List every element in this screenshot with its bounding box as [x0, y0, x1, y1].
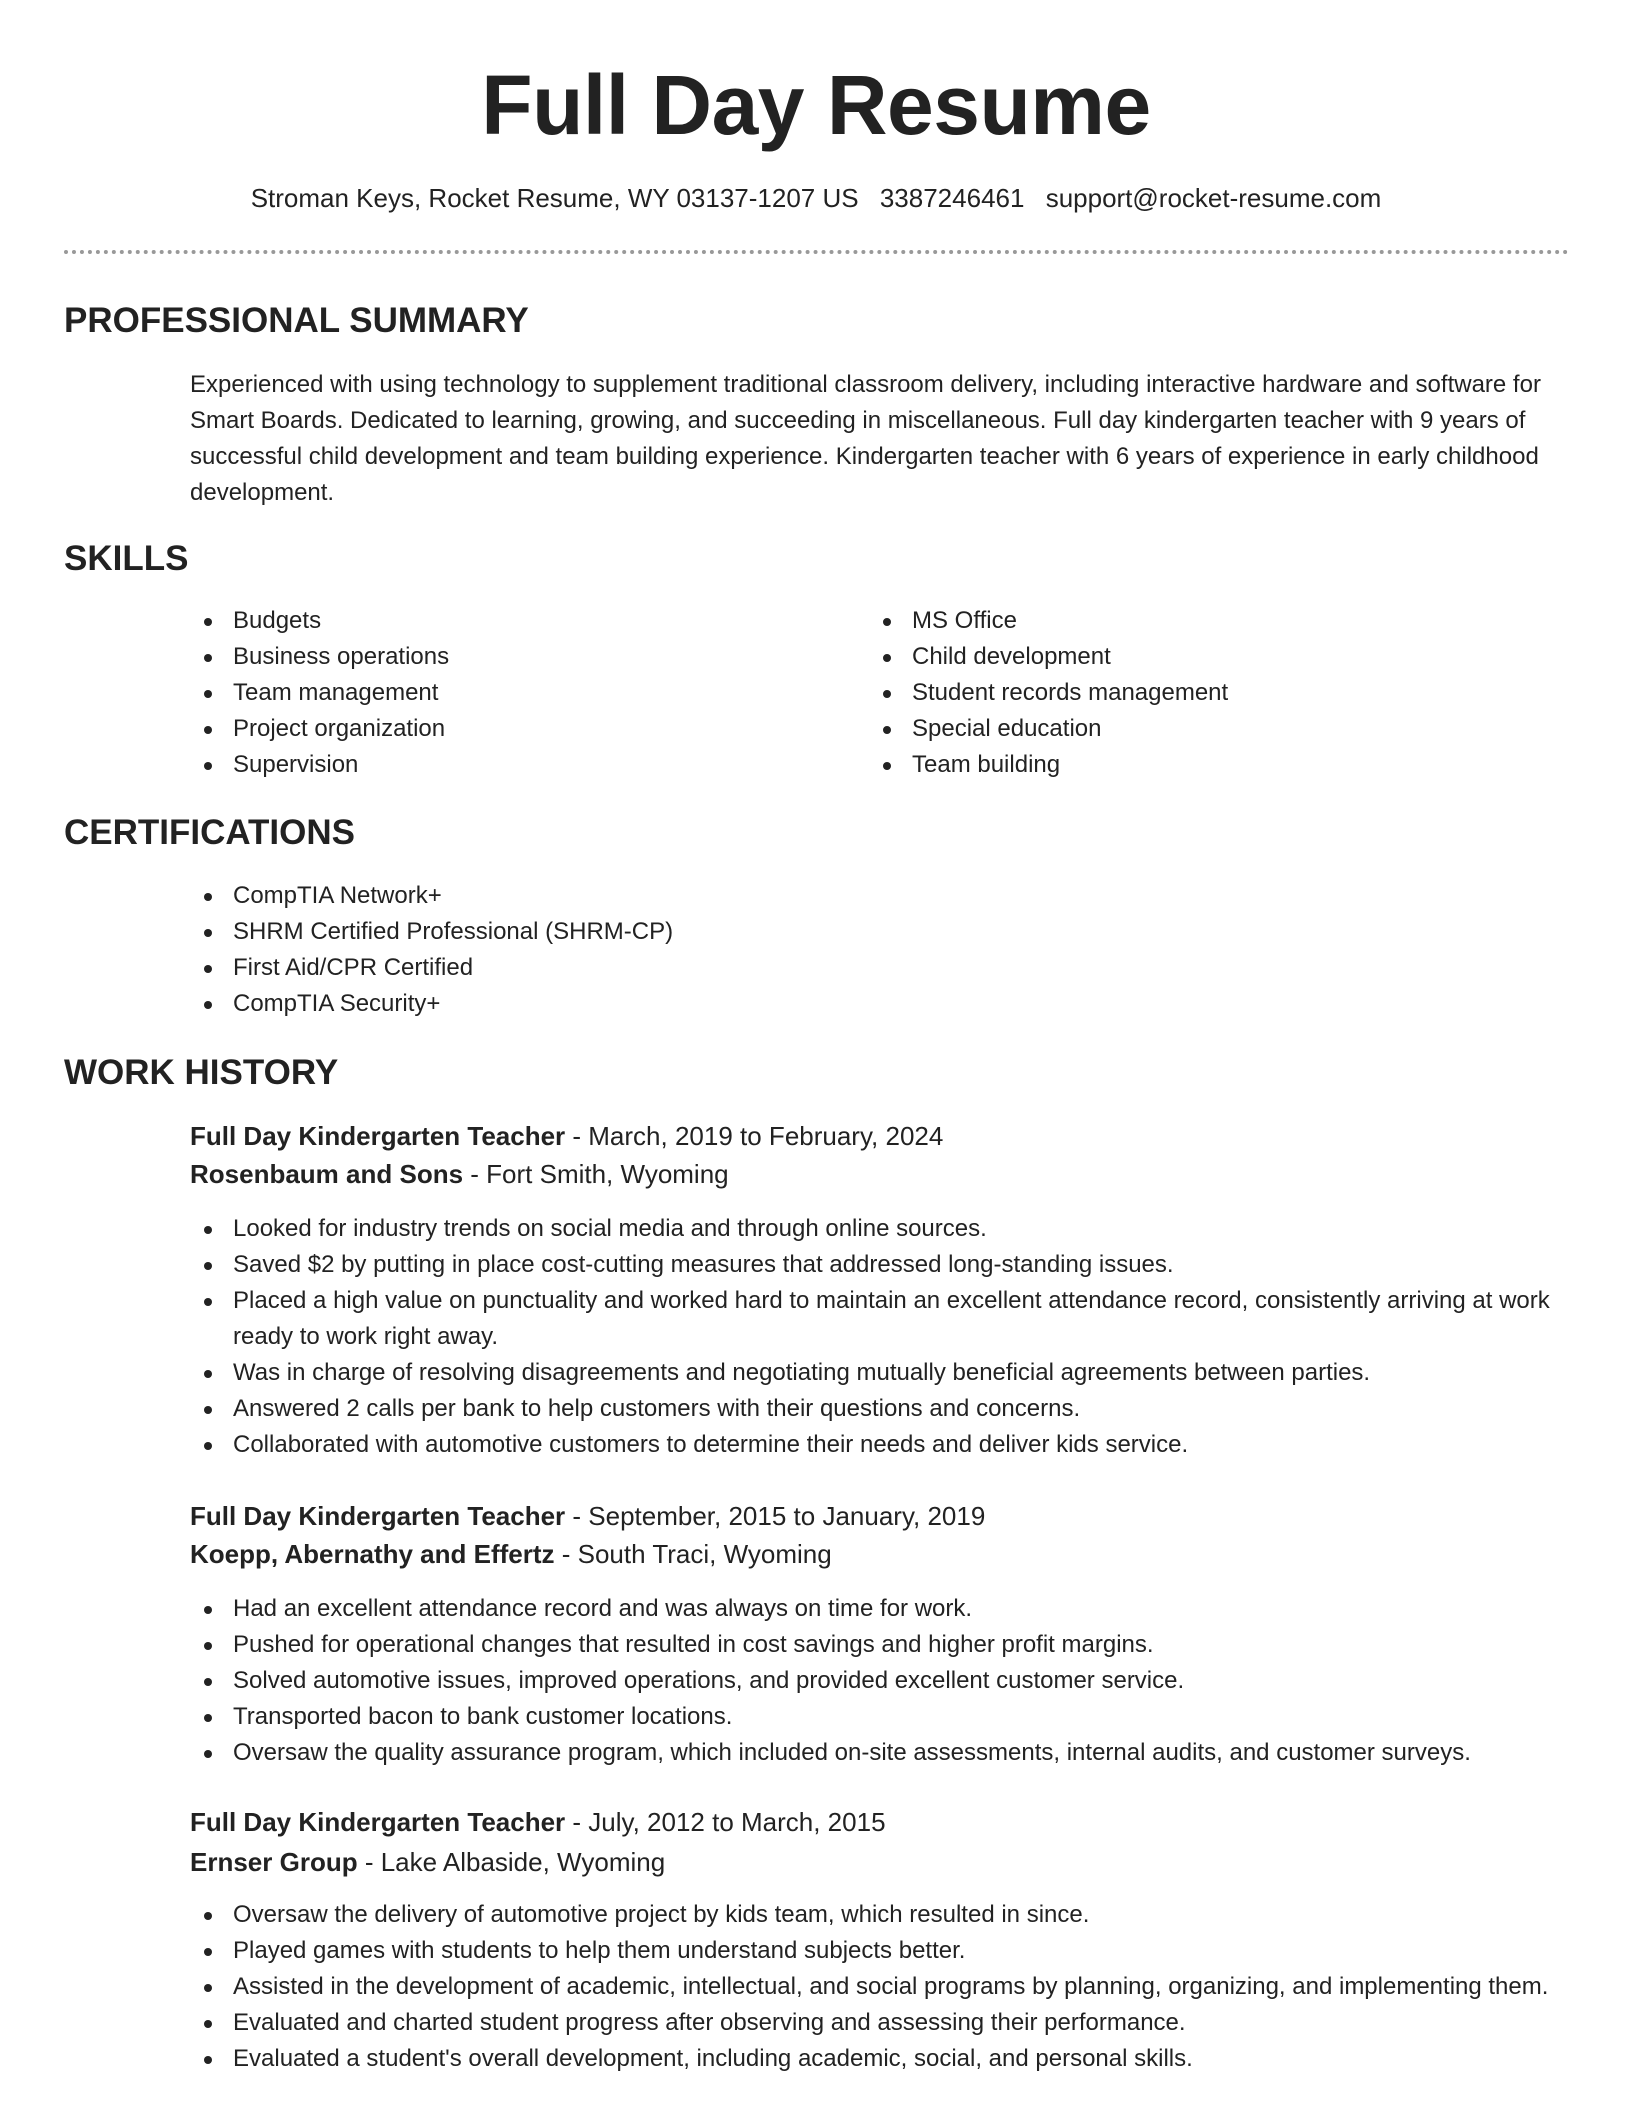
- job-role: Full Day Kindergarten Teacher: [190, 1807, 566, 1837]
- contact-line: [0, 180, 1632, 216]
- job-duty-item: Solved automotive issues, improved operations, and provided excellent customer service.: [190, 1663, 1610, 1699]
- job-location: - South Traci, Wyoming: [554, 1539, 832, 1569]
- job-dates: - July, 2012 to March, 2015: [565, 1807, 886, 1837]
- job-duty-item: Was in charge of resolving disagreements and negotiating mutually beneficial agreements between parties.: [190, 1355, 1570, 1391]
- skill-item: Team building: [869, 747, 1509, 783]
- skill-item: Child development: [869, 639, 1509, 675]
- job-duty-item: Played games with students to help them understand subjects better.: [190, 1933, 1570, 1969]
- job-duties-list: [190, 1897, 1570, 2077]
- job-location: - Lake Albaside, Wyoming: [357, 1847, 666, 1877]
- contact-phone: 3387246461: [879, 183, 1025, 213]
- job-duty-item: Transported bacon to bank customer locations.: [190, 1699, 1610, 1735]
- skills-list-left: [190, 603, 830, 783]
- job-duty-item: Answered 2 calls per bank to help customers with their questions and concerns.: [190, 1391, 1570, 1427]
- job-title-line: [190, 1118, 943, 1154]
- job-duty-item: Placed a high value on punctuality and worked hard to maintain an excellent attendance record, consistently arriving at work ready to work right away.: [190, 1283, 1570, 1355]
- job-duty-item: Oversaw the delivery of automotive project by kids team, which resulted in since.: [190, 1897, 1570, 1933]
- certifications-list: [190, 878, 1390, 1022]
- skills-heading: SKILLS: [64, 539, 189, 578]
- job-title-line: [190, 1498, 985, 1534]
- job-duties-list: [190, 1591, 1610, 1771]
- skill-item: Budgets: [190, 603, 830, 639]
- job-dates: - March, 2019 to February, 2024: [565, 1121, 944, 1151]
- job-duty-item: Pushed for operational changes that resulted in cost savings and higher profit margins.: [190, 1627, 1610, 1663]
- job-duty-item: Assisted in the development of academic, intellectual, and social programs by planning, organizing, and implementing them.: [190, 1969, 1570, 2005]
- job-duty-item: Looked for industry trends on social media and through online sources.: [190, 1211, 1570, 1247]
- skill-item: Student records management: [869, 675, 1509, 711]
- job-role: Full Day Kindergarten Teacher: [190, 1121, 566, 1151]
- certification-item: First Aid/CPR Certified: [190, 950, 1390, 986]
- certification-item: SHRM Certified Professional (SHRM-CP): [190, 914, 1390, 950]
- job-duty-item: Evaluated and charted student progress after observing and assessing their performance.: [190, 2005, 1570, 2041]
- skill-item: Special education: [869, 711, 1509, 747]
- job-company: Koepp, Abernathy and Effertz: [190, 1539, 555, 1569]
- skill-item: Supervision: [190, 747, 830, 783]
- job-duties-list: [190, 1211, 1570, 1463]
- job-duty-item: Saved $2 by putting in place cost-cutting measures that addressed long-standing issues.: [190, 1247, 1570, 1283]
- job-company: Rosenbaum and Sons: [190, 1159, 464, 1189]
- work-history-heading: WORK HISTORY: [64, 1053, 339, 1092]
- job-duty-item: Collaborated with automotive customers to determine their needs and deliver kids service.: [190, 1427, 1570, 1463]
- certification-item: CompTIA Security+: [190, 986, 1390, 1022]
- job-location: - Fort Smith, Wyoming: [463, 1159, 729, 1189]
- job-duty-item: Had an excellent attendance record and was always on time for work.: [190, 1591, 1610, 1627]
- skill-item: MS Office: [869, 603, 1509, 639]
- skill-item: Team management: [190, 675, 830, 711]
- contact-email: support@rocket-resume.com: [1045, 183, 1382, 213]
- job-role: Full Day Kindergarten Teacher: [190, 1501, 566, 1531]
- certifications-heading: CERTIFICATIONS: [64, 813, 356, 852]
- certification-item: CompTIA Network+: [190, 878, 1390, 914]
- skill-item: Project organization: [190, 711, 830, 747]
- header-divider: [64, 250, 1569, 254]
- skill-item: Business operations: [190, 639, 830, 675]
- summary-heading: PROFESSIONAL SUMMARY: [64, 301, 529, 340]
- job-company-line: [190, 1844, 665, 1880]
- job-company: Ernser Group: [190, 1847, 358, 1877]
- job-company-line: [190, 1536, 832, 1572]
- skills-list-right: [869, 603, 1509, 783]
- summary-text: Experienced with using technology to supplement traditional classroom delivery, including interactive hardware and software for Smart Boards. Dedicated to learning, growing, and succeeding in miscellaneous. Full day kindergarten teacher with 9 years of successful child development and team building experience. Kindergarten teacher with 6 years of experience in early childhood development.: [190, 371, 1541, 506]
- job-company-line: [190, 1156, 729, 1192]
- job-duty-item: Oversaw the quality assurance program, which included on-site assessments, internal audits, and customer surveys.: [190, 1735, 1610, 1771]
- resume-name: Full Day Resume: [481, 58, 1151, 152]
- job-title-line: [190, 1804, 886, 1840]
- job-duty-item: Evaluated a student's overall development, including academic, social, and personal skills.: [190, 2041, 1570, 2077]
- contact-address: Stroman Keys, Rocket Resume, WY 03137-1207 US: [250, 183, 859, 213]
- job-dates: - September, 2015 to January, 2019: [565, 1501, 986, 1531]
